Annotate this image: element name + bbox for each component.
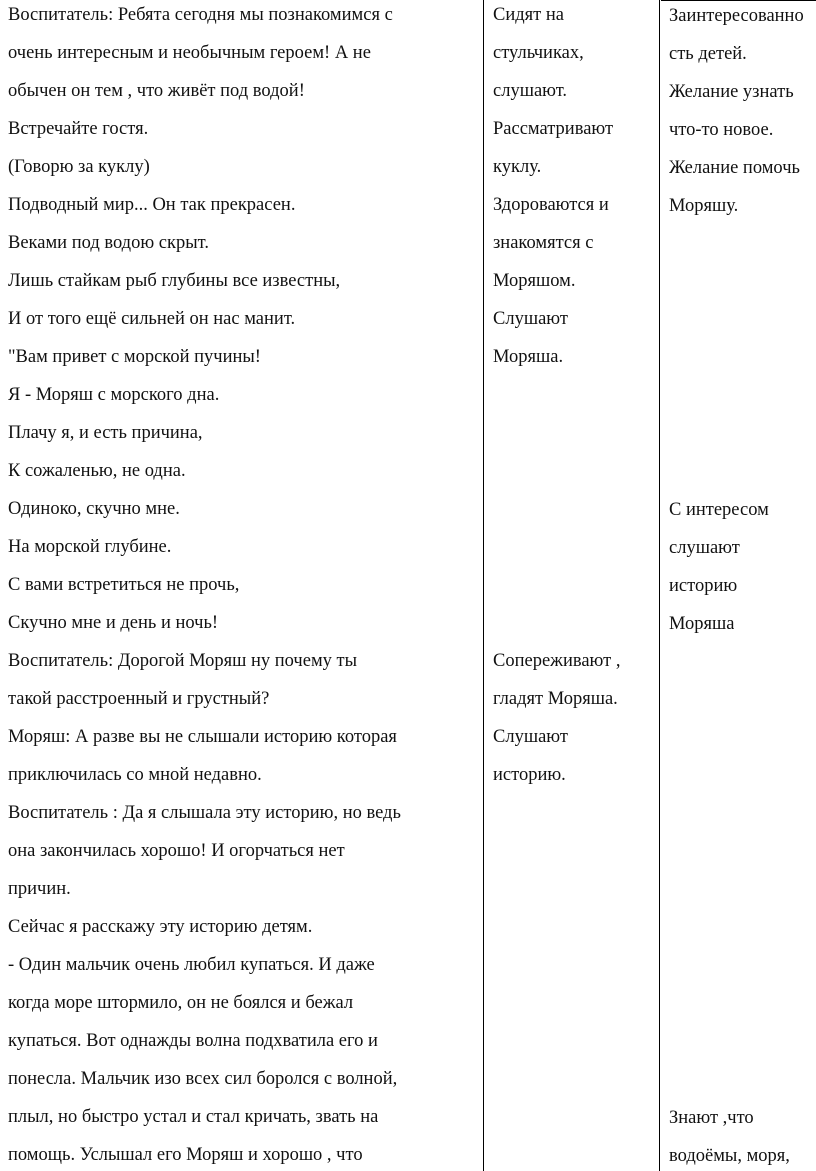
text-line: Сопереживают , xyxy=(493,651,621,671)
text-line: С интересом xyxy=(669,500,769,520)
text-line: С вами встретиться не прочь, xyxy=(8,575,240,595)
text-line: Я - Моряш с морского дна. xyxy=(8,385,220,405)
text-line: Моряшом. xyxy=(493,271,576,291)
text-line: очень интересным и необычным героем! А не xyxy=(8,43,371,63)
text-line: Моряша xyxy=(669,614,735,634)
text-line: Скучно мне и день и ночь! xyxy=(8,613,219,633)
text-line: обычен он тем , что живёт под водой! xyxy=(8,81,305,101)
text-line: Одиноко, скучно мне. xyxy=(8,499,180,519)
text-line: Моряшу. xyxy=(669,196,739,216)
text-line: Воспитатель: Ребята сегодня мы познакомимся с xyxy=(8,5,393,25)
text-line: историю. xyxy=(493,765,566,785)
text-line: "Вам привет с морской пучины! xyxy=(8,347,261,367)
text-line: Рассматривают xyxy=(493,119,614,139)
text-line: понесла. Мальчик изо всех сил боролся с волной, xyxy=(8,1069,398,1089)
text-line: что-то новое. xyxy=(669,120,774,140)
text-line: Слушают xyxy=(493,309,568,329)
text-line: Заинтересованно xyxy=(669,6,804,26)
text-line: водоёмы, моря, xyxy=(669,1146,790,1166)
text-line: она закончилась хорошо! И огорчаться нет xyxy=(8,841,345,861)
text-line: куклу. xyxy=(493,157,542,177)
text-line: Желание узнать xyxy=(669,82,794,102)
text-line: Встречайте гостя. xyxy=(8,119,149,139)
text-line: купаться. Вот однажды волна подхватила его и xyxy=(8,1031,378,1051)
text-line: помощь. Услышал его Моряш и хорошо , что xyxy=(8,1145,363,1165)
text-line: стульчиках, xyxy=(493,43,584,63)
text-line: слушают. xyxy=(493,81,568,101)
text-line: Сейчас я расскажу эту историю детям. xyxy=(8,917,313,937)
text-line: плыл, но быстро устал и стал кричать, звать на xyxy=(8,1107,379,1127)
result-column xyxy=(661,0,816,1171)
text-line: Веками под водою скрыт. xyxy=(8,233,209,253)
text-line: - Один мальчик очень любил купаться. И даже xyxy=(8,955,375,975)
text-line: Моряш: А разве вы не слышали историю которая xyxy=(8,727,397,747)
text-line: Сидят на xyxy=(493,5,564,25)
text-line: Знают ,что xyxy=(669,1108,754,1128)
text-line: (Говорю за куклу) xyxy=(8,157,150,177)
text-line: Подводный мир... Он так прекрасен. xyxy=(8,195,296,215)
text-line: такой расстроенный и грустный? xyxy=(8,689,270,709)
text-line: Здороваются и xyxy=(493,195,609,215)
text-line: И от того ещё сильней он нас манит. xyxy=(8,309,296,329)
text-line: знакомятся с xyxy=(493,233,594,253)
text-line: Желание помочь xyxy=(669,158,800,178)
text-line: К сожаленью, не одна. xyxy=(8,461,186,481)
text-line: когда море штормило, он не боялся и бежал xyxy=(8,993,354,1013)
text-line: гладят Моряша. xyxy=(493,689,618,709)
children-activity-column xyxy=(485,0,660,1171)
text-line: Слушают xyxy=(493,727,568,747)
text-line: Воспитатель : Да я слышала эту историю, но ведь xyxy=(8,803,401,823)
text-line: На морской глубине. xyxy=(8,537,172,557)
text-line: историю xyxy=(669,576,738,596)
text-line: приключилась со мной недавно. xyxy=(8,765,262,785)
text-line: Моряша. xyxy=(493,347,564,367)
text-line: Воспитатель: Дорогой Моряш ну почему ты xyxy=(8,651,358,671)
text-line: сть детей. xyxy=(669,44,747,64)
text-line: Лишь стайкам рыб глубины все известны, xyxy=(8,271,341,291)
text-line: причин. xyxy=(8,879,71,899)
text-line: Плачу я, и есть причина, xyxy=(8,423,203,443)
text-line: слушают xyxy=(669,538,740,558)
